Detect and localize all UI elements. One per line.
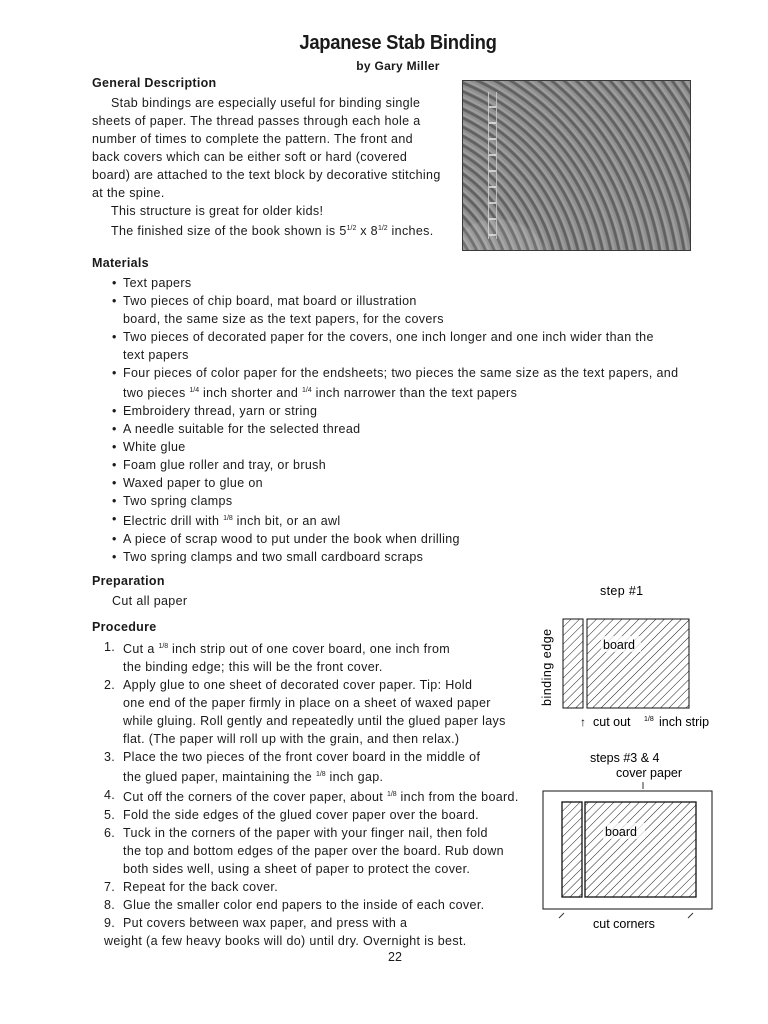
cover-board-rect <box>585 802 696 897</box>
list-item <box>112 510 678 530</box>
procedure-step <box>104 824 544 878</box>
fraction: 1/8 <box>223 515 233 522</box>
item-text: board, the same size as the text papers, for the covers <box>123 312 444 326</box>
step-text: one end of the paper firmly in place on a sheet of waxed paper <box>123 696 491 710</box>
step-text: the glued paper, maintaining the <box>123 770 316 784</box>
description-line: at the spine. <box>92 186 165 200</box>
step1-title: step #1 <box>600 584 644 598</box>
procedure-step <box>104 878 544 896</box>
step-text: the binding edge; this will be the front cover. <box>123 660 383 674</box>
step-text: Tuck in the corners of the paper with your finger nail, then fold <box>123 826 488 840</box>
step-number: 8. <box>104 898 116 912</box>
step-number: 6. <box>104 826 116 840</box>
size-text: x 8 <box>356 224 378 238</box>
step-text: while gluing. Roll gently and repeatedly until the glued paper lays <box>123 714 506 728</box>
cut-strip <box>563 619 583 708</box>
list-item: • Embroidery thread, yarn or string <box>112 402 678 420</box>
cut-corners-label: cut corners <box>593 917 655 931</box>
procedure-step <box>104 914 544 950</box>
corner-arrow-right <box>688 913 693 918</box>
step1-diagram <box>530 575 730 735</box>
finished-size-line <box>92 220 460 240</box>
list-item: • Foam glue roller and tray, or brush <box>112 456 678 474</box>
general-description-heading: General Description <box>92 76 217 90</box>
preparation-heading: Preparation <box>92 574 165 588</box>
binding-edge-label: binding edge <box>540 628 554 706</box>
step-text: Repeat for the back cover. <box>123 880 279 894</box>
corner-arrow-left <box>559 913 564 918</box>
step-text: Glue the smaller color end papers to the inside of each cover. <box>123 898 485 912</box>
size-fraction: 1/2 <box>346 225 357 232</box>
item-text: inch narrower than the text papers <box>311 386 518 400</box>
size-fraction: 1/2 <box>377 225 388 232</box>
step-text: the top and bottom edges of the paper over the board. Rub down <box>123 844 504 858</box>
step-number: 1. <box>104 640 116 654</box>
step-text: Fold the side edges of the glued cover paper over the board. <box>123 808 479 822</box>
stitched-spine <box>488 92 497 239</box>
board-rect <box>587 619 689 708</box>
step-text: Place the two pieces of the front cover board in the middle of <box>123 750 481 764</box>
cover-strip <box>562 802 582 897</box>
step-number: 9. <box>104 916 116 930</box>
step-number: 3. <box>104 750 116 764</box>
procedure-step <box>104 896 544 914</box>
preparation-text: Cut all paper <box>112 594 188 608</box>
step-number: 4. <box>104 788 116 802</box>
board-label: board <box>603 638 635 652</box>
procedure-step <box>104 786 544 806</box>
fraction: 1/4 <box>302 387 312 394</box>
materials-list <box>112 274 678 566</box>
list-item: • Text papers <box>112 274 678 292</box>
fraction: 1/8 <box>158 643 169 650</box>
procedure-step <box>104 638 544 676</box>
item-text: text papers <box>123 348 189 362</box>
size-text: The finished size of the book shown is 5 <box>111 224 347 238</box>
steps-title: steps #3 & 4 <box>590 751 660 765</box>
page-number: 22 <box>388 950 402 964</box>
list-item: • White glue <box>112 438 678 456</box>
page-title: Japanese Stab Binding <box>299 31 497 54</box>
item-text: inch bit, or an awl <box>232 514 341 528</box>
step-number: 5. <box>104 808 116 822</box>
fraction: 1/4 <box>189 387 200 394</box>
item-text: Electric drill with <box>123 514 224 528</box>
step-text: Put covers between wax paper, and press with a <box>123 916 408 930</box>
caption-fraction: 1/8 <box>644 716 654 723</box>
cover-paper-label: cover paper <box>616 766 683 780</box>
caption-text: cut out <box>593 715 631 729</box>
caption-text: inch strip <box>659 715 710 729</box>
list-item: • Waxed paper to glue on <box>112 474 678 492</box>
step-text: Cut off the corners of the cover paper, about <box>123 790 387 804</box>
description-line: board) are attached to the text block by decorative stitching <box>92 168 441 182</box>
item-text: Two pieces of chip board, mat board or illustration <box>123 294 417 308</box>
list-item: • A needle suitable for the selected thread <box>112 420 678 438</box>
materials-heading: Materials <box>92 256 149 270</box>
procedure-list <box>104 638 544 950</box>
list-item: • Two spring clamps <box>112 492 678 510</box>
procedure-step <box>104 806 544 824</box>
item-text: Two pieces of decorated paper for the covers, one inch longer and one inch wider than the <box>123 330 654 344</box>
fraction: 1/8 <box>315 771 326 778</box>
list-item: • A piece of scrap wood to put under the book when drilling <box>112 530 678 548</box>
size-text: inches. <box>387 224 434 238</box>
kids-note: This structure is great for older kids! <box>111 204 324 218</box>
step-text: inch strip out of one cover board, one inch from <box>168 642 451 656</box>
step-text: Apply glue to one sheet of decorated cover paper. Tip: Hold <box>123 678 473 692</box>
procedure-heading: Procedure <box>92 620 157 634</box>
steps3-4-diagram <box>535 745 735 935</box>
list-item <box>112 328 678 364</box>
step-text: weight (a few heavy books will do) until dry. Overnight is best. <box>104 934 467 948</box>
item-text: two pieces <box>123 386 190 400</box>
list-item <box>112 364 678 402</box>
list-item: • Two spring clamps and two small cardboard scraps <box>112 548 678 566</box>
description-line: sheets of paper. The thread passes through each hole a <box>92 114 421 128</box>
general-description-text <box>92 94 460 240</box>
author-byline: by Gary Miller <box>356 59 440 73</box>
item-text: Four pieces of color paper for the endsheets; two pieces the same size as the text papers, and <box>123 366 679 380</box>
step-number: 2. <box>104 678 116 692</box>
description-line: number of times to complete the pattern. The front and <box>92 132 413 146</box>
step-text: flat. (The paper will roll up with the grain, and then relax.) <box>123 732 460 746</box>
step-text: inch gap. <box>325 770 384 784</box>
procedure-step <box>104 676 544 748</box>
description-line: back covers which can be either soft or hard (covered <box>92 150 408 164</box>
list-item <box>112 292 678 328</box>
board-label: board <box>605 825 637 839</box>
procedure-step <box>104 748 544 786</box>
step-number: 7. <box>104 880 116 894</box>
description-line: Stab bindings are especially useful for binding single <box>111 96 421 110</box>
up-arrow-icon: ↑ <box>580 715 586 729</box>
step-text: both sides well, using a sheet of paper to protect the cover. <box>123 862 471 876</box>
step-text: Cut a <box>123 642 159 656</box>
fraction: 1/8 <box>386 791 397 798</box>
step-text: inch from the board. <box>396 790 519 804</box>
item-text: inch shorter and <box>199 386 303 400</box>
